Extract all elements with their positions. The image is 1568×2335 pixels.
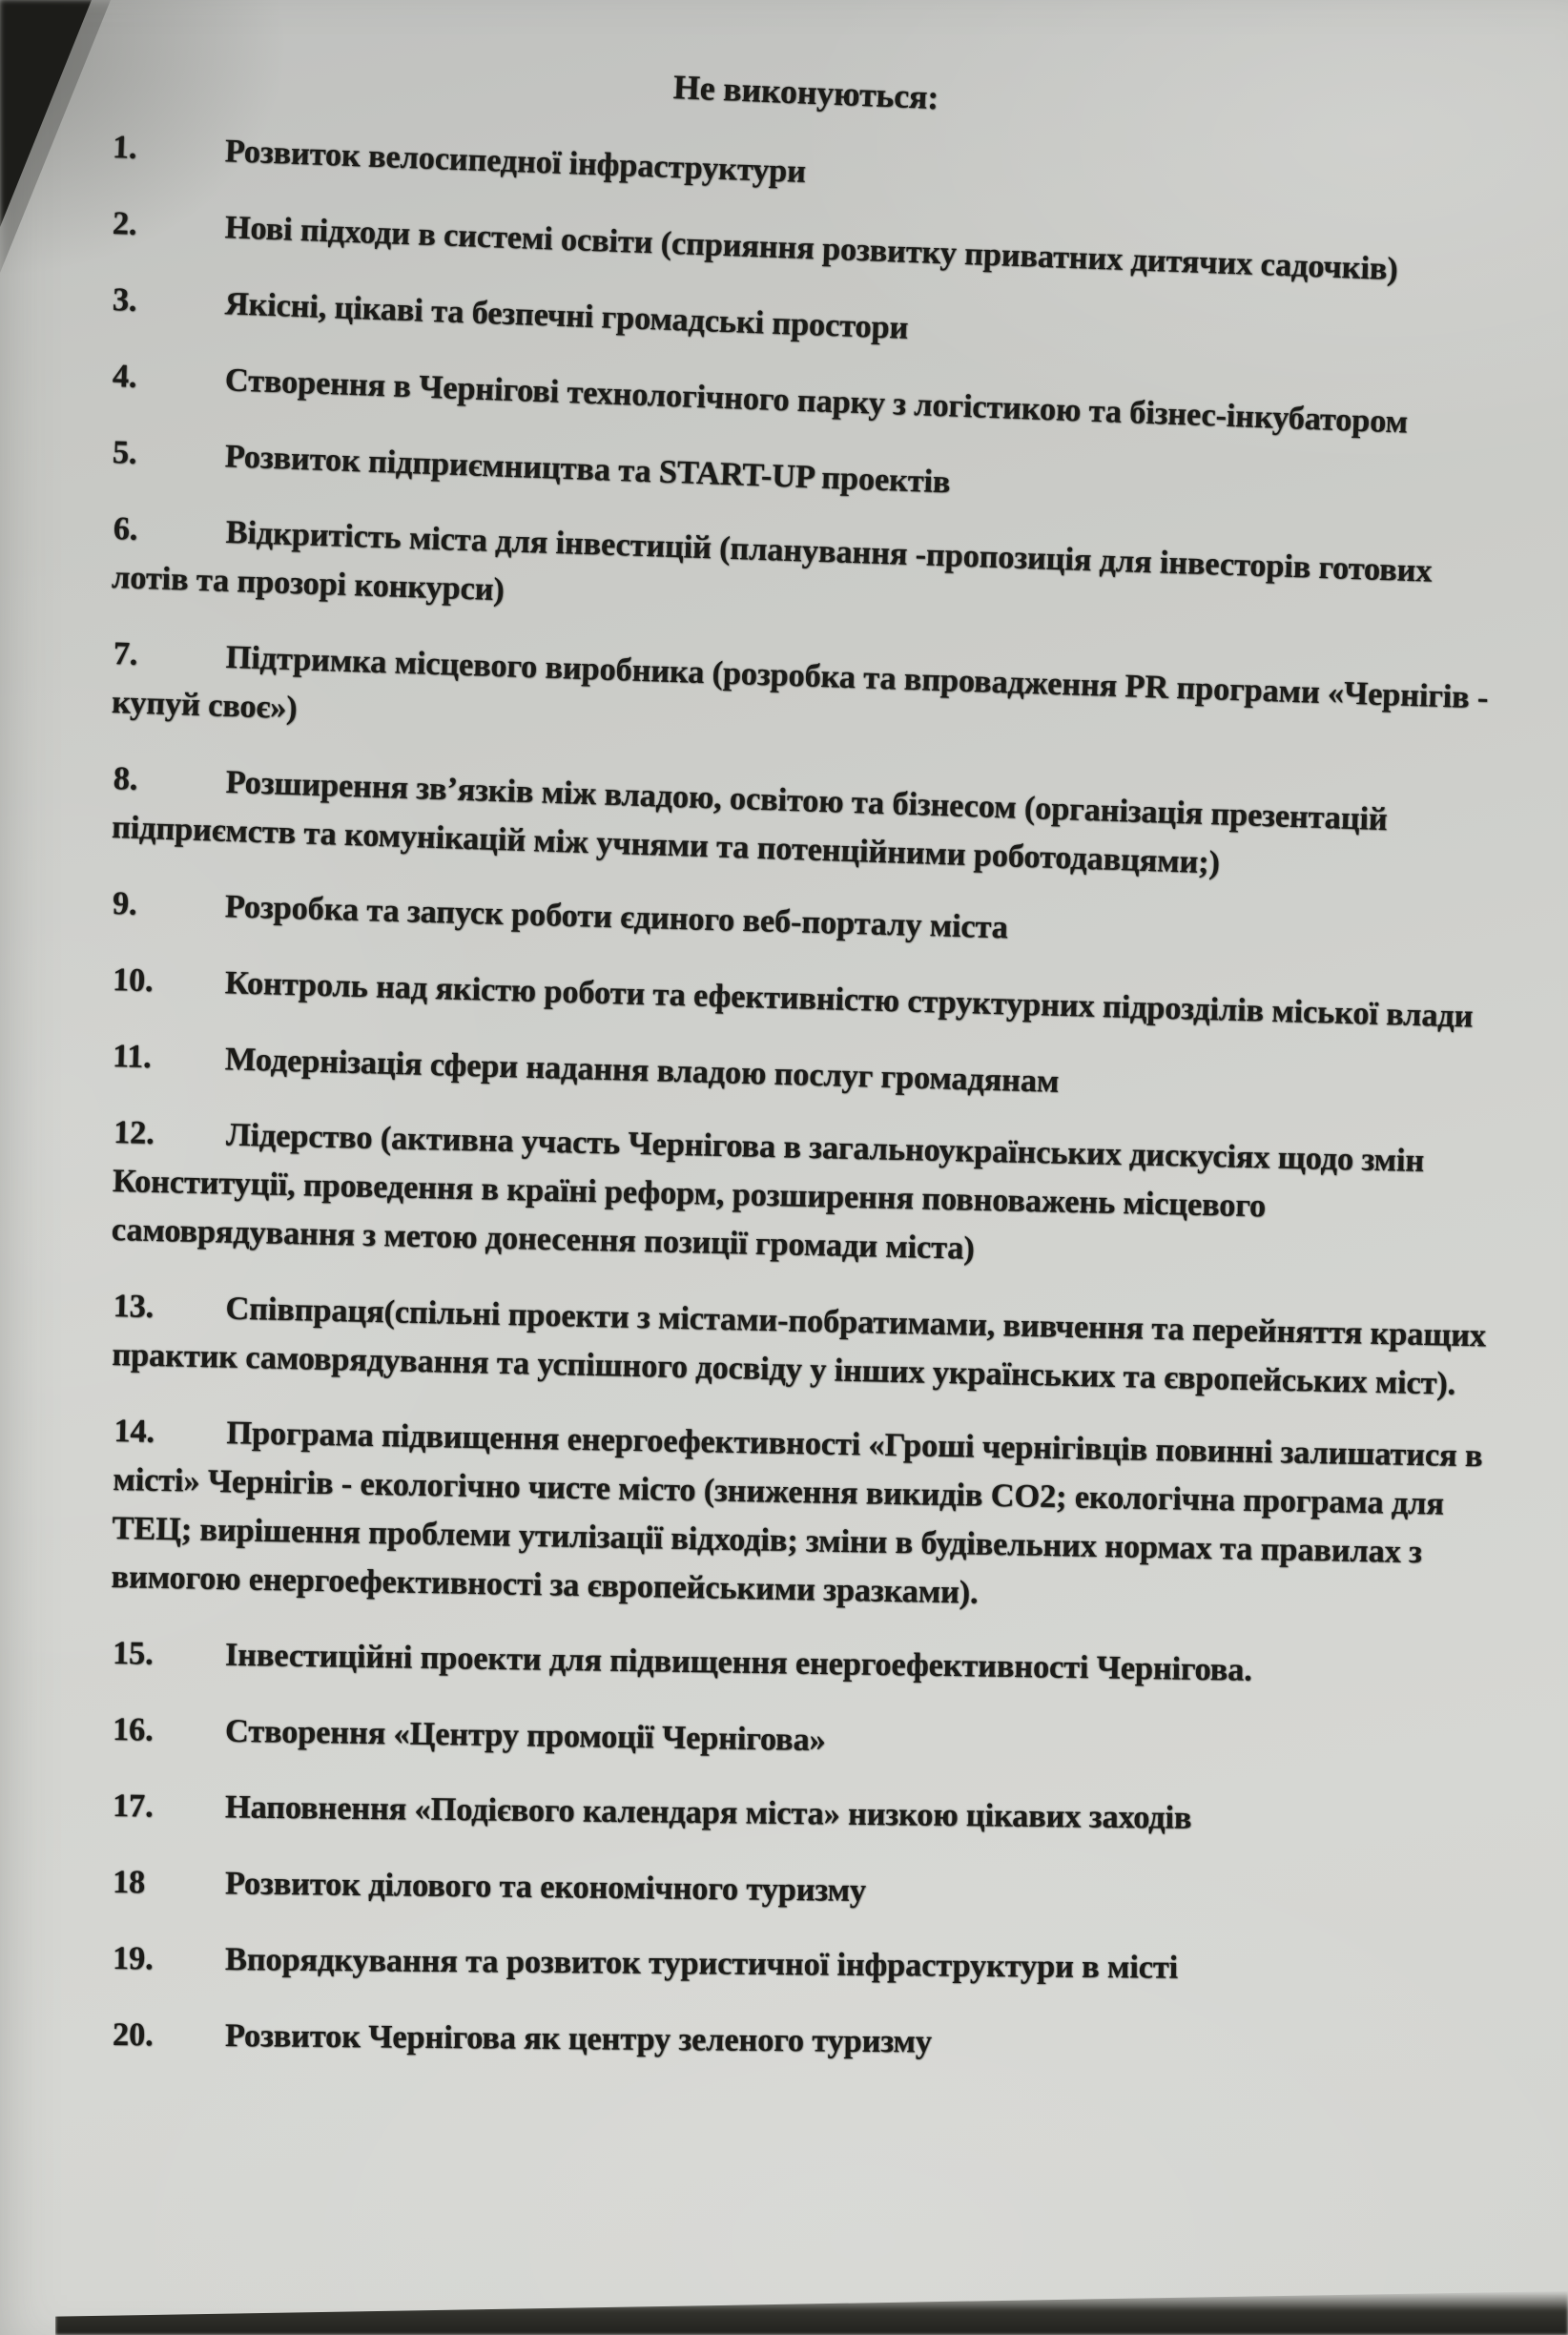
item-text: Лідерство (активна участь Чернігова в загальноукраїнських дискусіях щодо змін Конституції, проведення в країні реформ, розширення повноважень місцевого самоврядування з метою донесення позиції громади міста) [111,1116,1425,1267]
item-number: 15. [112,1635,154,1672]
list-item [112,1032,1507,1119]
list-item [113,1858,1507,1923]
list-item [112,1282,1508,1410]
document-list [113,123,1507,2059]
item-number: 1. [112,129,138,166]
item-number: 7. [113,635,138,672]
item-text: Наповнення «Подієвого календаря міста» низкою цікавих заходів [224,1788,1192,1836]
item-text: Розширення зв’язків між владою, освітою та бізнесом (організація презентацій підприємств та комунікацій між учнями та потенційними роботодавцями;) [111,763,1389,881]
item-number: 13. [113,1288,155,1325]
item-number: 10. [112,961,155,1000]
list-item [113,1782,1507,1847]
item-text: Розробка та запуск роботи єдиного веб-порталу міста [224,888,1009,946]
item-text: Якісні, цікаві та безпечні громадські простори [224,285,909,346]
list-item [111,505,1508,647]
item-text: Програма підвищення енергоефективності «Гроші чернігівців повинні залишатися в місті» Чернігів - екологічно чисте місто (зниження викидів СО2; екологічна програма для ТЕЦ; вирішення проблеми утилізації відходів; зміни в будівельних нормах та правилах з вимогою енергоефективності за європейськими зразками). [111,1415,1483,1611]
item-text: Створення в Чернігові технологічного парку з логістикою та бізнес-інкубатором [224,362,1409,441]
item-number: 5. [112,434,138,471]
photo-bottom-edge-shadow [55,2291,1568,2335]
list-item [112,956,1507,1043]
list-item [111,754,1508,897]
item-text: Модернізація сфери надання владою послуг громадянам [224,1041,1060,1100]
list-item [111,630,1508,772]
item-text: Розвиток Чернігова як центру зеленого туризму [224,2017,933,2060]
item-number: 11. [112,1038,153,1076]
list-item [113,1629,1508,1699]
item-text: Підтримка місцевого виробника (розробка та впровадження PR програми «Чернігів - купуй своє») [111,638,1489,727]
item-text: Впорядкування та розвиток туристичної інфраструктури в місті [224,1941,1179,1986]
item-number: 17. [112,1787,154,1825]
item-text: Розвиток підприємництва та START-UP проектів [224,438,951,501]
item-number: 2. [112,205,138,242]
item-text: Розвиток велосипедної інфраструктури [224,133,807,191]
list-item [113,1705,1508,1775]
item-text: Контроль над якістю роботи та ефективністю структурних підрозділів міської влади [224,964,1474,1035]
item-text: Співпраця(спільні проекти з містами-побратимами, вивчення та перейняття кращих практик самоврядування та успішного досвіду у інших українських та європейських міст). [112,1290,1487,1402]
item-text: Відкритість міста для інвестицій (планування -пропозиція для інвесторів готових лотів та прозорі конкурси) [111,513,1433,609]
item-number: 6. [113,510,138,548]
item-number: 8. [113,760,138,797]
document-title: Не виконуються: [672,68,939,117]
list-item [112,879,1507,966]
item-number: 4. [112,358,138,395]
item-number: 14. [113,1413,155,1450]
item-number: 16. [112,1711,154,1748]
list-item [113,2011,1507,2072]
item-number: 9. [112,885,138,922]
item-number: 20. [112,2016,154,2054]
list-item [113,1934,1507,1995]
item-number: 19. [112,1940,154,1977]
item-text: Розвиток ділового та економічного туризму [224,1865,867,1909]
item-text: Створення «Центру промоції Чернігова» [224,1712,826,1759]
item-text: Інвестиційні проекти для підвищення енергоефективності Чернігова. [224,1636,1252,1688]
item-number: 3. [112,281,138,319]
list-item [111,1108,1508,1285]
item-number: 18 [112,1864,146,1901]
item-number: 12. [113,1114,155,1151]
item-text: Нові підходи в системі освіти (сприяння розвитку приватних дитячих садочків) [224,209,1399,288]
list-item [111,1407,1508,1627]
